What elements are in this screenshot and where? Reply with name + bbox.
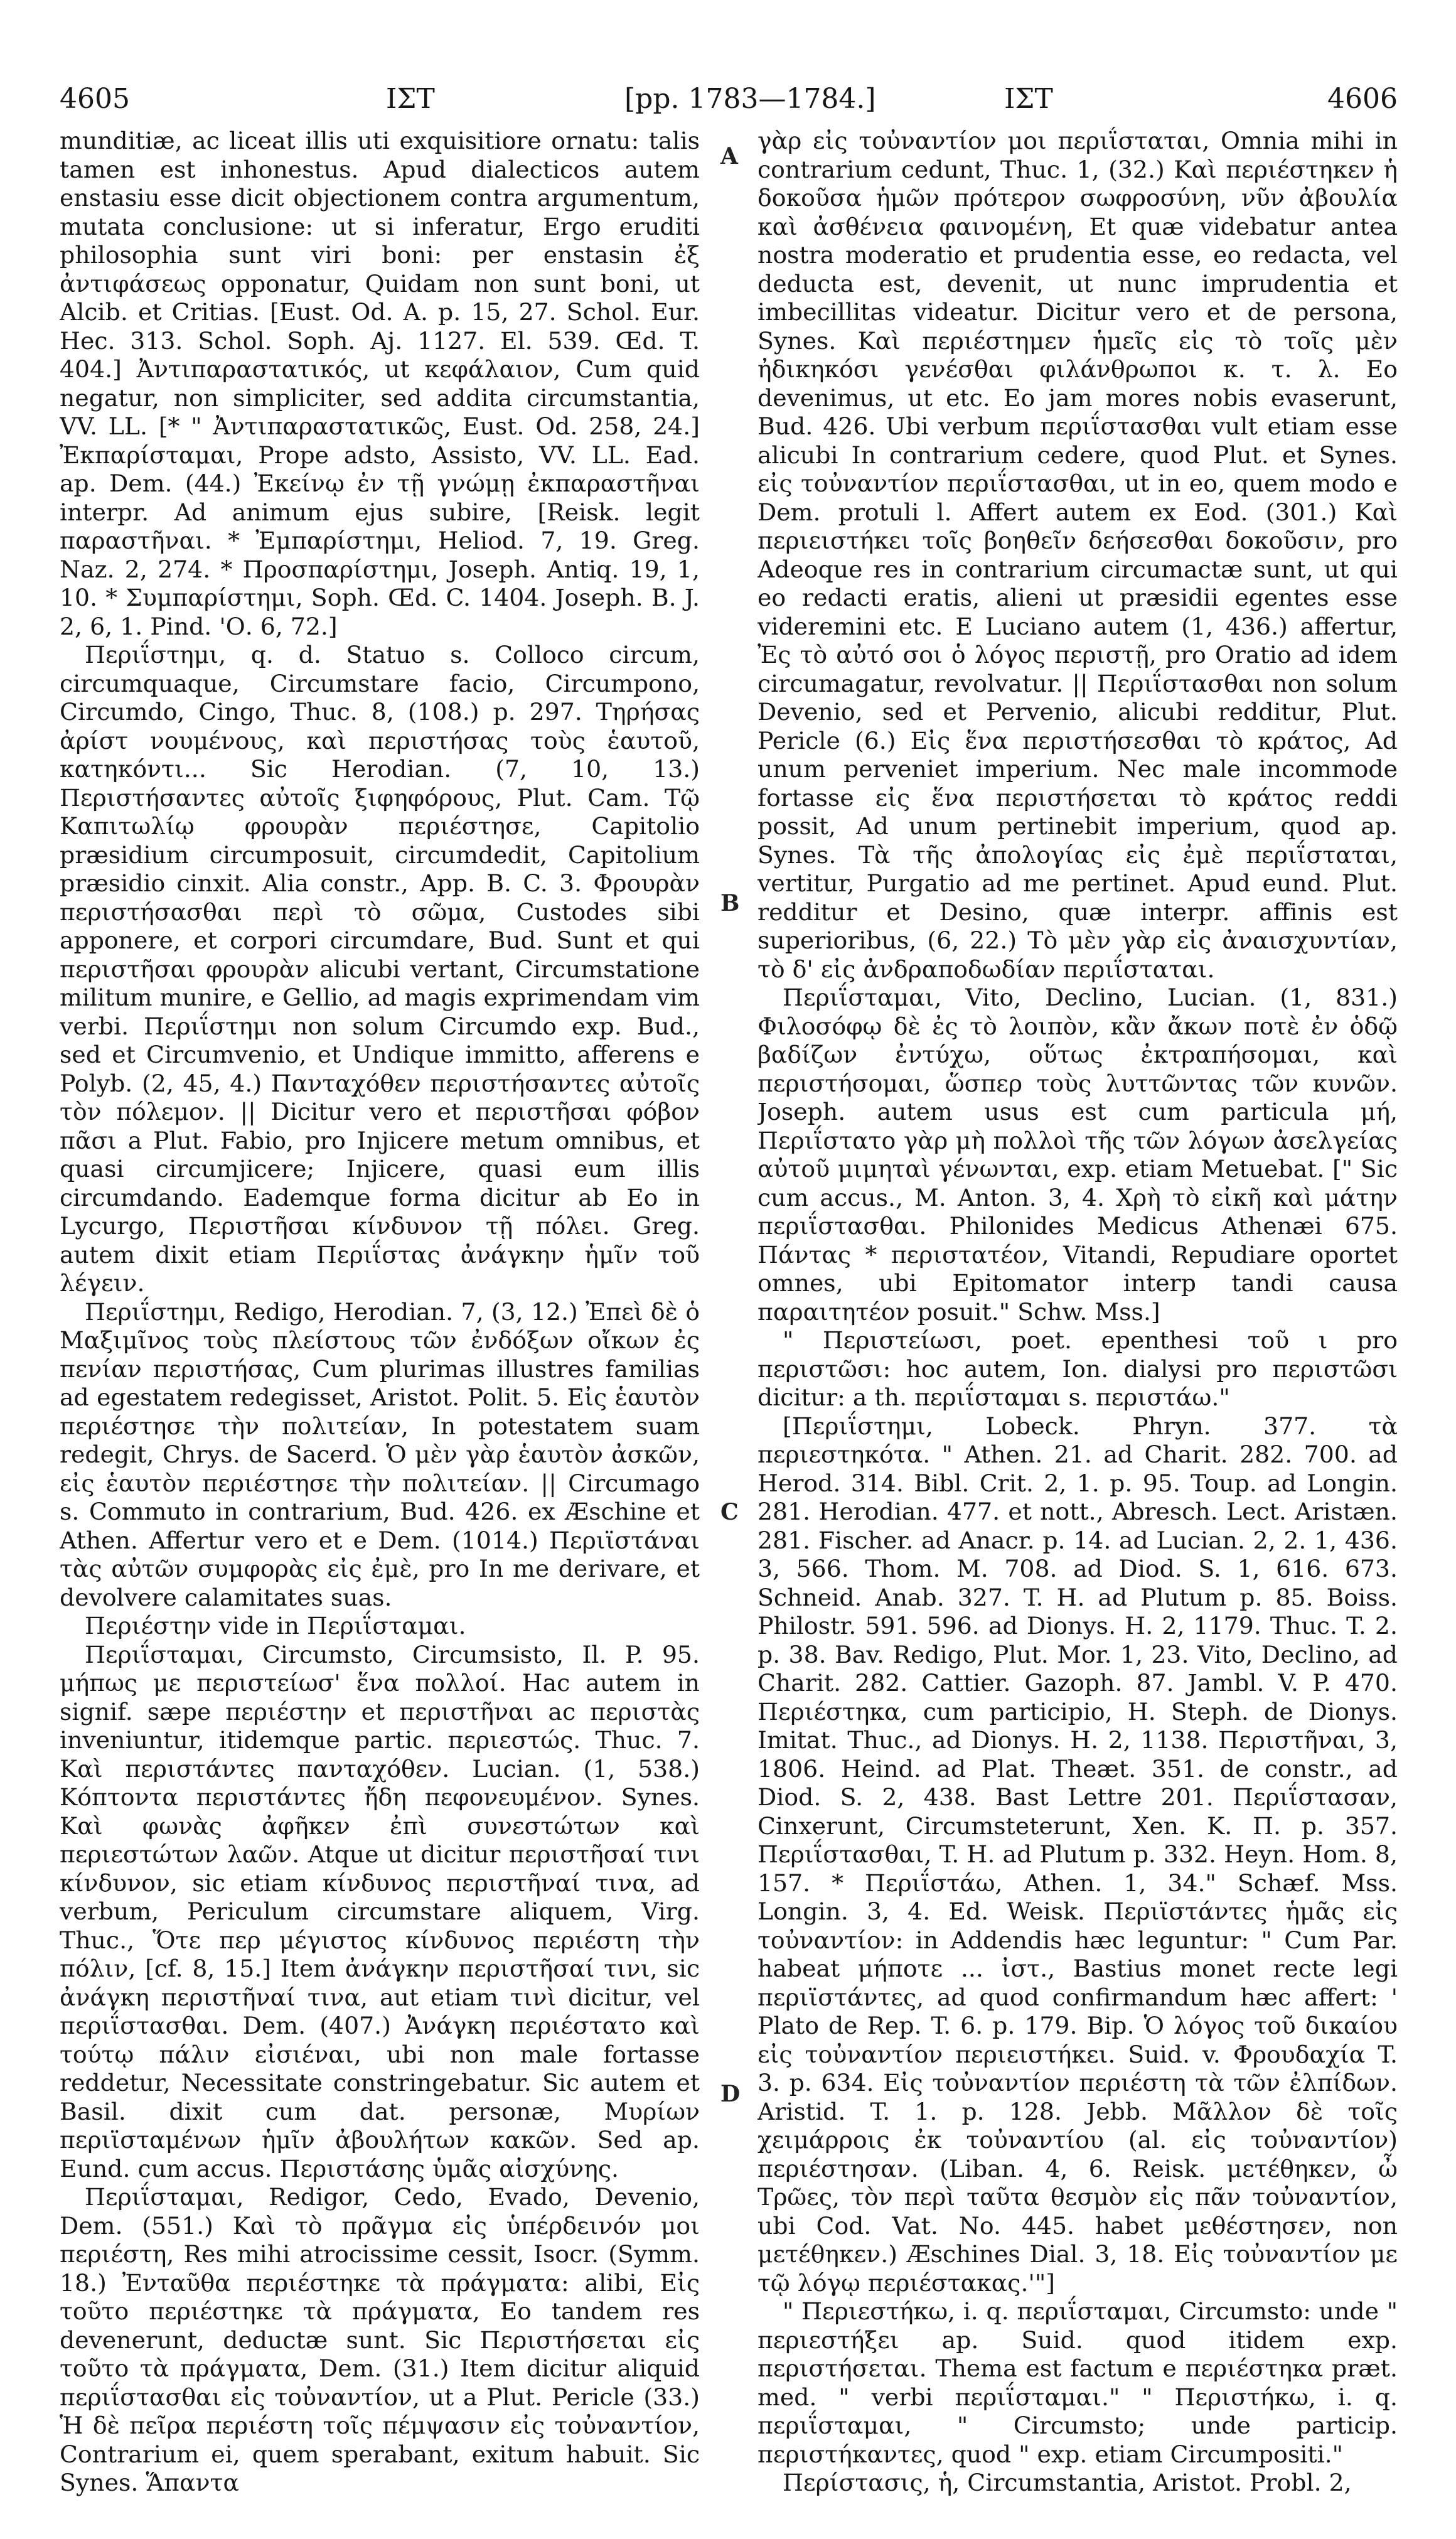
paragraph: " Περιστείωσι, poet. epenthesi τοῦ ι pro περιστῶσι: hoc autem, Ion. dialysi pro περιστῶσι dicitur: a th. περιΐσταμαι s. περιστάω." <box>757 1326 1398 1411</box>
section-marker-b: B <box>720 890 740 916</box>
paragraph: " Περιεστήκω, i. q. περιΐσταμαι, Circumsto: unde " περιεστήξει ap. Suid. quod itidem exp. περιστήσεται. Thema est factum e περιέστηκα præt. med. " verbi περιΐσταμαι." " Περιστήκω, i. q. περιΐσταμαι, " Circumsto; unde particip. περιστήκαντες, quod " exp. etiam Circumpositi." <box>757 2297 1398 2468</box>
running-header <box>60 70 1398 127</box>
paragraph: [Περιΐστημι, Lobeck. Phryn. 377. τὰ περιεστηκότα. " Athen. 21. ad Charit. 282. 700. ad Herod. 314. Bibl. Crit. 2, 1. p. 95. Toup. ad Longin. 281. Herodian. 477. et nott., Abresch. Lect. Aristæn. 281. Fischer. ad Anacr. p. 14. ad Lucian. 2, 2. 1, 436. 3, 566. Thom. M. 708. ad Diod. S. 1, 616. 673. Schneid. Anab. 327. T. H. ad Plutum p. 85. Boiss. Philostr. 591. 596. ad Dionys. H. 2, 1179. Thuc. T. 2. p. 38. Bav. Redigo, Plut. Mor. 1, 23. Vito, Declino, ad Charit. 282. Cattier. Gazoph. 87. Jambl. V. P. 470. Περιέστηκα, cum participio, H. Steph. de Dionys. Imitat. Thuc., ad Dionys. H. 2, 1138. Περιστῆναι, 3, 1806. Heind. ad Plat. Theæt. 351. de constr., ad Diod. S. 2, 438. Bast Lettre 201. Περιΐστασαν, Cinxerunt, Circumsteterunt, Xen. K. Π. p. 357. Περιΐστασθαι, T. H. ad Plutum p. 332. Heyn. Hom. 8, 157. * Περιΐστάω, Athen. 1, 34." Schæf. Mss. Longin. 3, 4. Ed. Weisk. Περιϊστάντες ἡμᾶς εἰς τοὐναντίον: in Addendis hæc leguntur: " Cum Par. habeat μήποτε ... ἰστ., Bastius monet recte legi περιϊστάντες, ad quod confirmandum hæc affert: ' Plato de Rep. T. 6. p. 179. Bip. Ὁ λόγος τοῦ δικαίου εἰς τοὐναντίον περιειστήκει. Suid. v. Φρουδαχία T. 3. p. 634. Εἰς τοὐναντίον περιέστη τὰ τῶν ἐλπίδων. Aristid. T. 1. p. 128. Jebb. Μᾶλλον δὲ τοῖς χειμάρροις ἐκ τοὐναντίου (al. εἰς τοὐναντίον) περιέστησαν. (Liban. 4, 6. Reisk. μετέθηκεν, ὦ Τρῶες, τὸν περὶ ταῦτα θεσμὸν εἰς πᾶν τοὐναντίον, ubi Cod. Vat. No. 445. habet μεθέστησεν, non μετέθηκεν.) Æschines Dial. 3, 18. Εἰς τοὐναντίον με τῷ λόγῳ περιέστακας.'"] <box>757 1412 1398 2297</box>
paragraph: munditiæ, ac liceat illis uti exquisitiore ornatu: talis tamen est inhonestus. Apud dialecticos autem enstasiu esse dicit objectionem contra argumentum, mutata conclusione: ut si inferatur, Ergo eruditi philosophia sunt viri boni: per enstasin ἐξ ἀντιφάσεως opponatur, Quidam non sunt boni, ut Alcib. et Critias. [Eust. Od. A. p. 15, 27. Schol. Eur. Hec. 313. Schol. Soph. Aj. 1127. El. 539. Œd. T. 404.] Ἀντιπαραστατικός, ut κεφάλαιον, Cum quid negatur, non simpliciter, sed addita circumstantia, VV. LL. [* " Ἀντιπαραστατικῶς, Eust. Od. 258, 24.] Ἐκπαρίσταμαι, Prope adsto, Assisto, VV. LL. Ead. ap. Dem. (44.) Ἐκείνῳ ἐν τῇ γνώμῃ ἐκπαραστῆναι interpr. Ad animum ejus subire, [Reisk. legit παραστῆναι. * Ἐμπαρίστημι, Heliod. 7, 19. Greg. Naz. 2, 274. * Προσπαρίστημι, Joseph. Antiq. 19, 1, 10. * Συμπαρίστημι, Soph. Œd. C. 1404. Joseph. B. J. 2, 6, 1. Pind. 'Ο. 6, 72.] <box>60 127 700 640</box>
paragraph: Περιΐσταμαι, Redigor, Cedo, Evado, Devenio, Dem. (551.) Καὶ τὸ πρᾶγμα εἰς ὑπέρδεινόν μοι περιέστη, Res mihi atrocissime cessit, Isocr. (Symm. 18.) Ἐνταῦθα περιέστηκε τὰ πράγματα: alibi, Εἰς τοῦτο περιέστηκε τὰ πράγματα, Eo tandem res devenerunt, deductæ sunt. Sic Περιστήσεται εἰς τοῦτο τὰ πράγματα, Dem. (31.) Item dicitur aliquid περιΐστασθαι εἰς τοὐναντίον, ut a Plut. Pericle (33.) Ἡ δὲ πεῖρα περιέστη τοῖς πέμψασιν εἰς τοὐναντίον, Contrarium ei, quem sperabant, exitum habuit. Sic Synes. Ἅπαντα <box>60 2183 700 2496</box>
paragraph: Περίστασις, ἡ, Circumstantia, Aristot. Probl. 2, <box>783 2469 1352 2496</box>
paragraph: Περιΐσταμαι, Circumsto, Circumsisto, Il. P. 95. μήπως με περιστείωσ' ἕνα πολλοί. Hac autem in signif. sæpe περιέστην et περιστῆναι ac περιστὰς inveniuntur, itidemque partic. περιεστώς. Thuc. 7. Καὶ περιστάντες πανταχόθεν. Lucian. (1, 538.) Κόπτοντα περιστάντες ἤδη πεφονευμένον. Synes. Καὶ φωνὰς ἀφῆκεν ἐπὶ συνεστώτων καὶ περιεστώτων λαῶν. Atque ut dicitur περιστῆσαί τινι κίνδυνον, sic etiam κίνδυνος περιστῆναί τινα, ad verbum, Periculum circumstare aliquem, Virg. Thuc., Ὅτε περ μέγιστος κίνδυνος περιέστη τὴν πόλιν, [cf. 8, 15.] Item ἀνάγκην περιστῆσαί τινι, sic ἀνάγκη περιστῆναί τινα, aut etiam τινὶ dicitur, vel περιΐστασθαι. Dem. (407.) Ἀνάγκη περιέστατο καὶ τούτῳ πάλιν εἰσιέναι, ubi non male fortasse reddetur, Necessitate constringebatur. Sic autem et Basil. dixit cum dat. personæ, Μυρίων περιϊσταμένων ἡμῖν ἀβουλήτων κακῶν. Sed ap. Eund. cum accus. Περιστάσης ὑμᾶς αἰσχύνης. <box>60 1640 700 2182</box>
page-range: [pp. 1783—1784.] <box>624 83 876 115</box>
page-number-right: 4606 <box>1327 83 1398 115</box>
section-marker-d: D <box>720 2081 741 2107</box>
page-number-left: 4605 <box>60 83 130 115</box>
section-marker-c: C <box>720 1499 739 1525</box>
headword-left: ΙΣΤ <box>386 83 435 115</box>
paragraph: Περιέστην vide in Περιΐσταμαι. <box>85 1612 466 1640</box>
paragraph: Περιΐστημι, q. d. Statuo s. Colloco circum, circumquaque, Circumstare facio, Circumpono, Circumdo, Cingo, Thuc. 8, (108.) p. 297. Τηρήσας ἀρίστ νουμένους, καὶ περιστήσας τοὺς ἑαυτοῦ, κατηκόντι... Sic Herodian. (7, 10, 13.) Περιστήσαντες αὐτοῖς ξιφηφόρους, Plut. Cam. Τῷ Καπιτωλίῳ φρουρὰν περιέστησε, Capitolio præsidium circumposuit, circumdedit, Capitolium præsidio cinxit. Alia constr., App. B. C. 3. Φρουρὰν περιστήσασθαι περὶ τὸ σῶμα, Custodes sibi apponere, et corpori circumdare, Bud. Sunt et qui περιστῆσαι φρουρὰν alicubi vertant, Circumstatione militum munire, e Gellio, ad magis exprimendam vim verbi. Περιΐστημι non solum Circumdo exp. Bud., sed et Circumvenio, et Undique immitto, afferens e Polyb. (2, 45, 4.) Πανταχόθεν περιστήσαντες αὐτοῖς τὸν πόλεμον. || Dicitur vero et περιστῆσαι φόβον πᾶσι a Plut. Fabio, pro Injicere metum omnibus, et quasi circumjicere; Injicere, quasi eum illis circumdando. Eademque forma dicitur ab Eo in Lycurgo, Περιστῆσαι κίνδυνον τῇ πόλει. Greg. autem dixit etiam Περιΐστας ἀνάγκην ἡμῖν τοῦ λέγειν. <box>60 641 700 1297</box>
headword-right: ΙΣΤ <box>1004 83 1053 115</box>
paragraph: Περιΐσταμαι, Vito, Declino, Lucian. (1, 831.) Φιλοσόφῳ δὲ ἐς τὸ λοιπὸν, κἂν ἄκων ποτὲ ἐν ὁδῷ βαδίζων ἐντύχω, οὕτως ἐκτραπήσομαι, καὶ περιστήσομαι, ὥσπερ τοὺς λυττῶντας τῶν κυνῶν. Joseph. autem usus est cum particula μή, Περιΐστατο γὰρ μὴ πολλοὶ τῆς τῶν λόγων ἀσελγείας αὐτοῦ μιμηταὶ γένωνται, exp. etiam Metuebat. [" Sic cum accus., M. Anton. 3, 4. Χρὴ τὸ εἰκῆ καὶ μάτην περιΐστασθαι. Philonides Medicus Athenæi 675. Πάντας * περιστατέον, Vitandi, Repudiare oportet omnes, ubi Epitomator interp tandi causa παραιτητέον posuit." Schw. Mss.] <box>757 984 1398 1326</box>
paragraph: γὰρ εἰς τοὐναντίον μοι περιΐσταται, Omnia mihi in contrarium cedunt, Thuc. 1, (32.) Καὶ περιέστηκεν ἡ δοκοῦσα ἡμῶν πρότερον σωφροσύνη, νῦν ἀβουλία καὶ ἀσθένεια φαινομένη, Et quæ videbatur antea nostra moderatio et prudentia esse, eo redacta, vel deducta est, devenit, ut nunc imprudentia et imbecillitas videatur. Dicitur vero et de persona, Synes. Καὶ περιέστημεν ἡμεῖς εἰς τὸ τοῖς μὲν ἠδικηκόσι γενέσθαι φιλάνθρωποι κ. τ. λ. Eo devenimus, ut etc. Eo jam mores nobis evaserunt, Bud. 426. Ubi verbum περιΐστασθαι vult etiam esse alicubi In contrarium cedere, quod Plut. et Synes. εἰς τοὐναντίον περιΐστασθαι, ut in eo, quem modo e Dem. protuli l. Affert autem ex Eod. (301.) Καὶ περιειστήκει τοῖς βοηθεῖν δεήσεσθαι δοκοῦσιν, pro Adeoque res in contrarium circumactæ sunt, ut qui eo redacti eratis, alieni ut præsidii egentes esse videremini etc. E Luciano autem (1, 436.) affertur, Ἐς τὸ αὐτό σοι ὁ λόγος περιστῇ, pro Oratio ad idem circumagatur, revolvatur. || Περιΐστασθαι non solum Devenio, sed et Pervenio, alicubi redditur, Plut. Pericle (6.) Εἰς ἕνα περιστήσεσθαι τὸ κράτος, Ad unum perveniet imperium. Nec male incommode fortasse εἰς ἕνα περιστήσεται τὸ κράτος reddi possit, Ad unum pertinebit imperium, quod ap. Synes. Τὰ τῆς ἀπολογίας εἰς ἐμὲ περιΐσταται, vertitur, Purgatio ad me pertinet. Apud eund. Plut. redditur et Desino, quæ interpr. affinis est superioribus, (6, 22.) Τὸ μὲν γὰρ εἰς ἀναισχυντίαν, τὸ δ' εἰς ἀνδραποδωδίαν περιΐσταται. <box>757 127 1398 983</box>
section-marker-a: A <box>720 143 738 169</box>
paragraph: Περιΐστημι, Redigo, Herodian. 7, (3, 12.) Ἐπεὶ δὲ ὁ Μαξιμῖνος τοὺς πλείστους τῶν ἐνδόξων οἴκων ἐς πενίαν περιστήσας, Cum plurimas illustres familias ad egestatem redegisset, Aristot. Polit. 5. Εἰς ἑαυτὸν περιέστησε τὴν πολιτείαν, In potestatem suam redegit, Chrys. de Sacerd. Ὁ μὲν γὰρ ἑαυτὸν ἀσκῶν, εἰς ἑαυτὸν περιέστησε τὴν πολιτείαν. || Circumago s. Commuto in contrarium, Bud. 426. ex Æschine et Athen. Affertur vero et e Dem. (1014.) Περιϊστάναι τὰς αὐτῶν συμφορὰς εἰς ἐμὲ, pro In me derivare, et devolvere calamitates suas. <box>60 1297 700 1611</box>
left-column <box>60 127 700 2499</box>
right-column <box>757 127 1398 2499</box>
